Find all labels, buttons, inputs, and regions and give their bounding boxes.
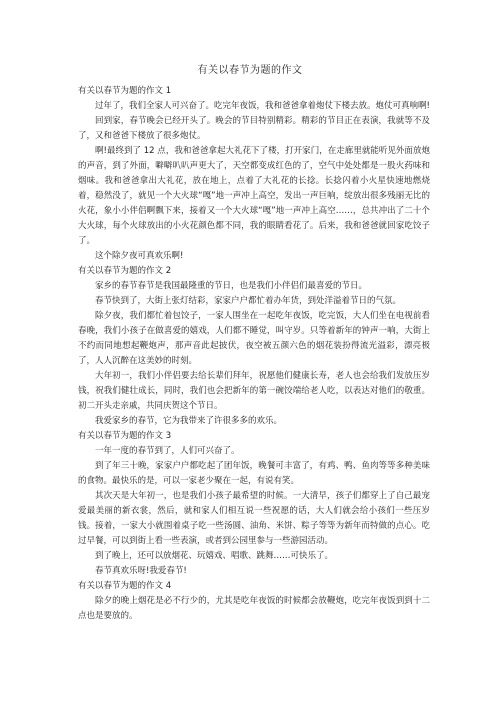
essay-2-paragraph-2: 春节快到了，大街上张灯结彩，家家户户都忙着办年货，到处洋溢着节日的气氛。	[95, 296, 402, 306]
essay-section-3	[78, 429, 430, 579]
essay-3-paragraph-4: 到了晚上，还可以放烟花、玩嬉戏、唱歌、跳舞……可快乐了。	[95, 551, 334, 561]
essay-section-4	[78, 579, 430, 624]
essay-1-paragraph-2: 回到家，春节晚会已经开头了。晚会的节目特别精彩。精彩的节目正在表演，我就等不及了，又和爸爸下楼放了很多炮仗。	[78, 116, 430, 141]
essay-1-paragraph-1: 过年了，我们全家人可兴奋了。吃完年夜饭，我和爸爸拿着炮仗下楼去放。炮仗可真响啊!	[95, 101, 430, 111]
essay-2-paragraph-3: 除夕夜，我们都忙着包饺子，一家人围坐在一起吃年夜饭，吃完饭，大人们坐在电视前看春晚，我们小孩子在做喜爱的嬉戏，人们都不睡觉，叫守岁。只等着新年的钟声一响，大街上不约而同地想起鞭炮声，那声音此起披伏，夜空被五颜六色的烟花装扮得流光溢彩，漂亮极了，人人沉醉在这美妙的时刻。	[78, 311, 430, 366]
document-title: 有关以春节为题的作文	[197, 65, 303, 76]
essay-heading-3: 有关以春节为题的作文 3	[78, 431, 172, 441]
essay-2-paragraph-4: 大年初一，我们小伴侣要去给长辈们拜年，祝愿他们健康长寿，老人也会给我们发放压岁钱，祝我们健壮成长，同时，我们也会把新年的第一碗饺端给老人吃，以表达对他们的敬重。初二开头走亲戚，共同庆贺这个节日。	[78, 371, 430, 411]
essay-3-paragraph-3: 其次天是大年初一，也是我们小孩子最希望的时候。一大清早，孩子们都穿上了自己最宠爱最美丽的新衣裳，然后，就和家人们相互说一些祝愿的话，大人们就会给小孩们一些压岁钱。接着，一家大小就围着桌子吃一些汤圆、油角、米饼、粽子等等为新年而特做的点心。吃过早餐，可以到街上看一些表演，或者到公园里参与一些游园活动。	[78, 491, 430, 546]
essay-4-paragraph-1: 除夕的晚上烟花是必不行少的，尤其是吃年夜饭的时候都会放鞭炮，吃完年夜饭到到十二点也是要放的。	[78, 596, 430, 621]
essay-3-paragraph-1: 一年一度的春节到了，人们可兴奋了。	[95, 446, 240, 456]
essay-section-1	[78, 84, 430, 264]
essay-3-paragraph-2: 到了年三十晚，家家户户都吃起了团年饭，晚餐可丰富了，有鸡、鸭、鱼肉等等多种美味的食物。最快乐的是，可以一家老少聚在一起，有说有笑。	[78, 461, 430, 486]
essay-section-2	[78, 264, 430, 429]
essay-2-paragraph-5: 我爱家乡的春节，它为我带来了许很多多的欢乐。	[95, 416, 283, 426]
essay-2-paragraph-1: 家乡的春节春节是我国最隆重的节日，也是我们小伴侣们最喜爱的节日。	[95, 281, 368, 291]
essay-heading-2: 有关以春节为题的作文 2	[78, 266, 172, 276]
essay-1-paragraph-4: 这个除夕夜可真欢乐啊!	[95, 251, 184, 261]
document-body	[78, 84, 430, 624]
essay-1-paragraph-3: 啊!最终到了 12 点，我和爸爸拿起大礼花下了楼，打开家门，在走廊里就能听见外面放炮的声音，到了外面，噼噼叭叭声更大了，天空都变成红色的了，空气中处处都是一股火药味和烟味。我和爸爸拿出大礼花，放在地上，点着了大礼花的长捻。长捻闪着小火星快速地燃烧着，稳然没了，就见一个大火球“嘎”地一声冲上高空，发出一声巨响，绽放出很多残丽无比的火花，象小小伴侣啊飘下来，接着又一个大火球“嘎”地一声冲上高空……，总共冲出了二十个大火球，每个火球放出的小火花颜色都不同，我的眼睛看花了。后来，我和爸爸就回家吃饺子了。	[78, 146, 430, 246]
essay-heading-1: 有关以春节为题的作文 1	[78, 86, 172, 96]
essay-heading-4: 有关以春节为题的作文 4	[78, 581, 172, 591]
essay-3-paragraph-5: 春节真欢乐呀!我爱春节!	[95, 566, 187, 576]
